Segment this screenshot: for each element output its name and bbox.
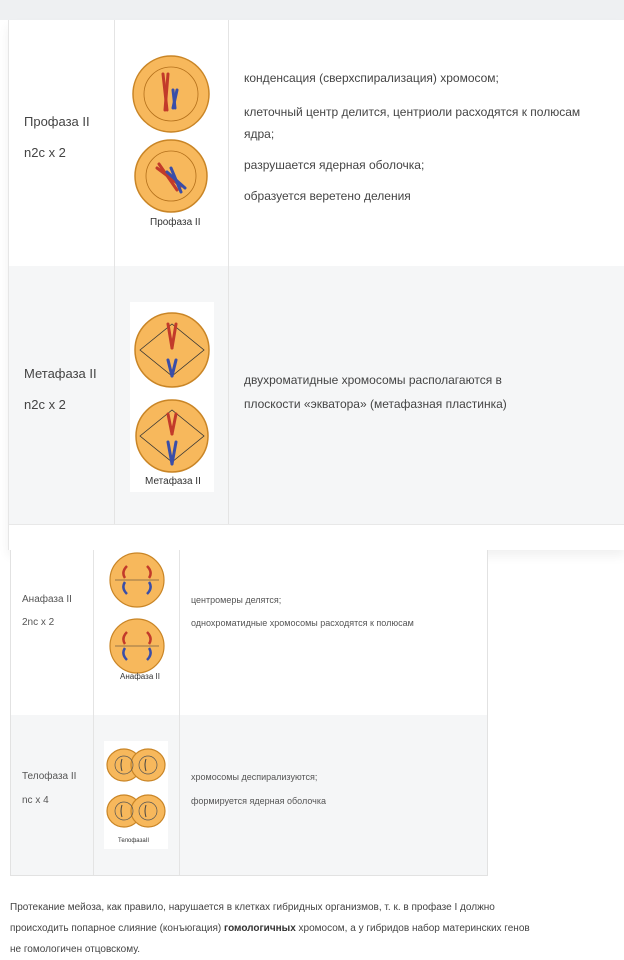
- table-row-metaphase: [9, 266, 624, 525]
- description-line: плоскости «экватора» (метафазная пластинка): [244, 397, 507, 411]
- figure-caption: Анафаза II: [120, 672, 160, 681]
- column-divider: [114, 20, 115, 266]
- figure-caption: Профаза II: [150, 217, 201, 228]
- column-divider: [228, 266, 229, 524]
- description-line: разрушается ядерная оболочка;: [244, 158, 425, 172]
- figure-caption: ТелофазаII: [118, 838, 149, 844]
- table-row-telophase: [11, 715, 487, 875]
- phase-formula: n2c x 2: [24, 145, 66, 160]
- description-line: клеточный центр делится, центриоли расходятся к полюсам: [244, 105, 581, 119]
- footer-paragraph: [10, 897, 610, 960]
- phase-name: Телофаза II: [22, 771, 77, 782]
- description-line: центромеры делятся;: [191, 595, 282, 605]
- description-line: хромосомы деспирализуются;: [191, 772, 318, 782]
- column-divider: [114, 266, 115, 524]
- table-row-anaphase: [11, 550, 487, 716]
- column-divider: [179, 715, 180, 875]
- column-divider: [93, 550, 94, 715]
- figure-caption: Метафаза II: [145, 476, 201, 487]
- phase-name: Профаза II: [24, 114, 90, 129]
- anaphase-cell-illustration: [101, 552, 171, 682]
- footer-line: [10, 918, 610, 939]
- footer-text: хромосом, а у гибридов набор материнских генов: [295, 923, 530, 934]
- footer-line: не гомологичен отцовскому.: [10, 944, 140, 955]
- metaphase-cell-illustration: [130, 302, 214, 492]
- description-line: конденсация (сверхспирализация) хромосом;: [244, 71, 499, 85]
- footer-line: Протекание мейоза, как правило, нарушается в клетках гибридных организмов, т. к. в профазе I должно: [10, 902, 495, 913]
- description-line: формируется ядерная оболочка: [191, 796, 326, 806]
- meiosis-table-upper: [8, 20, 624, 550]
- top-band: [0, 0, 624, 20]
- description-line: двухроматидные хромосомы располагаются в: [244, 373, 502, 387]
- column-divider: [93, 715, 94, 875]
- phase-formula: n2c x 2: [24, 397, 66, 412]
- phase-name: Метафаза II: [24, 366, 97, 381]
- phase-formula: 2nc x 2: [22, 617, 55, 628]
- prophase-cell-illustration: [119, 50, 229, 235]
- column-divider: [179, 550, 180, 715]
- telophase-cell-illustration: [104, 741, 168, 849]
- footer-text: происходить попарное слияние (конъюгация): [10, 923, 225, 934]
- table-row-prophase: [9, 20, 624, 267]
- meiosis-table-lower: [10, 550, 488, 876]
- description-line: ядра;: [244, 127, 275, 141]
- footer-bold-term: гомологичных: [224, 923, 296, 934]
- phase-formula: nc x 4: [22, 795, 49, 806]
- description-line: однохроматидные хромосомы расходятся к полюсам: [191, 618, 414, 628]
- phase-name: Анафаза II: [22, 594, 72, 605]
- description-line: образуется веретено деления: [244, 189, 411, 203]
